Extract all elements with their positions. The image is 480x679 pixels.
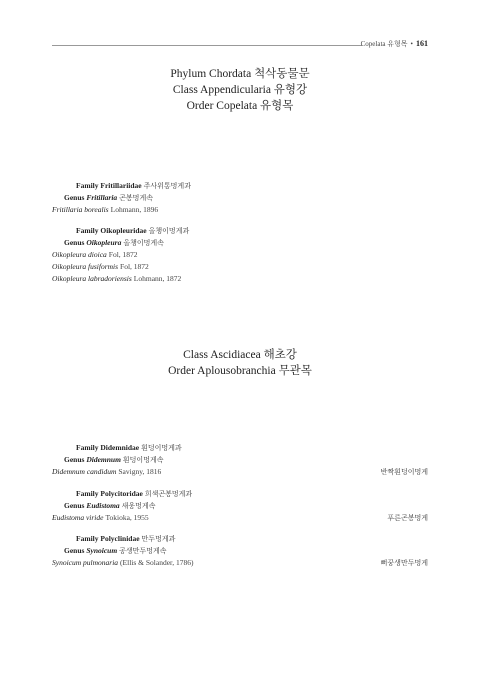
family-korean: 올챙이멍게과 bbox=[148, 227, 190, 235]
genus-label: Genus bbox=[64, 193, 85, 202]
family-line bbox=[52, 533, 432, 545]
taxon-group bbox=[52, 533, 432, 569]
species-line bbox=[52, 249, 432, 261]
species-name: Eudistoma viride bbox=[52, 513, 104, 522]
running-title: Copelata 유형목 bbox=[360, 40, 408, 48]
genus-label: Genus bbox=[64, 238, 85, 247]
genus-label: Genus bbox=[64, 455, 85, 464]
species-line bbox=[52, 466, 432, 478]
species-author: Lohmann, 1872 bbox=[133, 274, 182, 283]
family-line bbox=[52, 225, 432, 237]
genus-label: Genus bbox=[64, 546, 85, 555]
family-line bbox=[52, 488, 432, 500]
family-line bbox=[52, 442, 432, 454]
species-line bbox=[52, 204, 432, 216]
taxon-group bbox=[52, 488, 432, 524]
section-title-1 bbox=[0, 66, 480, 114]
species-korean-name: 뻐꿍생만두멍게 bbox=[380, 559, 428, 567]
genus-korean: 흰덩이멍게속 bbox=[122, 456, 164, 464]
species-author: Lohmann, 1896 bbox=[110, 205, 159, 214]
genus-korean: 새웅멍게속 bbox=[121, 502, 156, 510]
order-heading: Order Copelata 유형목 bbox=[186, 100, 294, 112]
genus-line bbox=[52, 192, 432, 204]
species-author: Fol, 1872 bbox=[120, 262, 149, 271]
genus-name: Eudistoma bbox=[86, 501, 120, 510]
species-author: Savigny, 1816 bbox=[118, 467, 162, 476]
taxon-group bbox=[52, 442, 432, 478]
phylum-heading: Phylum Chordata 척삭동물문 bbox=[170, 68, 310, 80]
page-number: 161 bbox=[416, 39, 428, 48]
running-head bbox=[361, 39, 428, 49]
class-heading: Class Appendicularia 유형강 bbox=[172, 84, 308, 96]
species-name: Fritillaria borealis bbox=[52, 205, 109, 214]
genus-name: Oikopleura bbox=[86, 238, 122, 247]
species-line bbox=[52, 273, 432, 285]
species-line bbox=[52, 261, 432, 273]
family-korean: 주사위통멍게과 bbox=[143, 182, 191, 190]
genus-line bbox=[52, 454, 432, 466]
header-rule bbox=[52, 45, 362, 46]
family-line bbox=[52, 180, 432, 192]
family-name: Family Polyclinidae bbox=[76, 534, 140, 543]
section-title-2 bbox=[0, 347, 480, 379]
species-line bbox=[52, 512, 432, 524]
species-author: Fol, 1872 bbox=[108, 250, 138, 259]
family-korean: 희색곤봉멍게과 bbox=[144, 490, 193, 498]
genus-name: Fritillaria bbox=[86, 193, 118, 202]
family-name: Family Fritillariidae bbox=[76, 181, 142, 190]
species-name: Oikopleura labradoriensis bbox=[52, 274, 132, 283]
genus-name: Didemnum bbox=[86, 455, 121, 464]
taxon-group bbox=[52, 180, 432, 216]
family-name: Family Polycitoridae bbox=[76, 489, 143, 498]
species-korean-name: 푸른곤봉멍게 bbox=[387, 514, 428, 522]
class-heading: Class Ascidiacea 해초강 bbox=[183, 349, 297, 361]
species-name: Didemnum candidum bbox=[52, 467, 117, 476]
genus-line bbox=[52, 545, 432, 557]
species-author: (Ellis & Solander, 1786) bbox=[120, 558, 194, 567]
genus-korean: 올챙이멍게속 bbox=[123, 239, 164, 247]
species-name: Oikopleura dioica bbox=[52, 250, 107, 259]
genus-label: Genus bbox=[64, 501, 85, 510]
order-heading: Order Aplousobranchia 무관목 bbox=[168, 365, 312, 377]
genus-name: Synoicum bbox=[86, 546, 118, 555]
genus-korean: 곤봉멍게속 bbox=[119, 194, 153, 202]
species-name: Oikopleura fusiformis bbox=[52, 262, 119, 271]
species-line bbox=[52, 557, 432, 569]
genus-line bbox=[52, 500, 432, 512]
family-name: Family Didemnidae bbox=[76, 443, 140, 452]
separator-dot: • bbox=[410, 40, 413, 48]
family-name: Family Oikopleuridae bbox=[76, 226, 147, 235]
taxon-group bbox=[52, 225, 432, 285]
genus-korean: 공생만두멍게속 bbox=[119, 547, 167, 555]
family-korean: 흰덩이멍게과 bbox=[141, 444, 182, 452]
species-name: Synoicum pulmonaria bbox=[52, 558, 119, 567]
family-korean: 만두멍게과 bbox=[141, 535, 176, 543]
genus-line bbox=[52, 237, 432, 249]
species-korean-name: 반짝흰덩이멍게 bbox=[380, 468, 428, 476]
species-author: Tokioka, 1955 bbox=[105, 513, 149, 522]
